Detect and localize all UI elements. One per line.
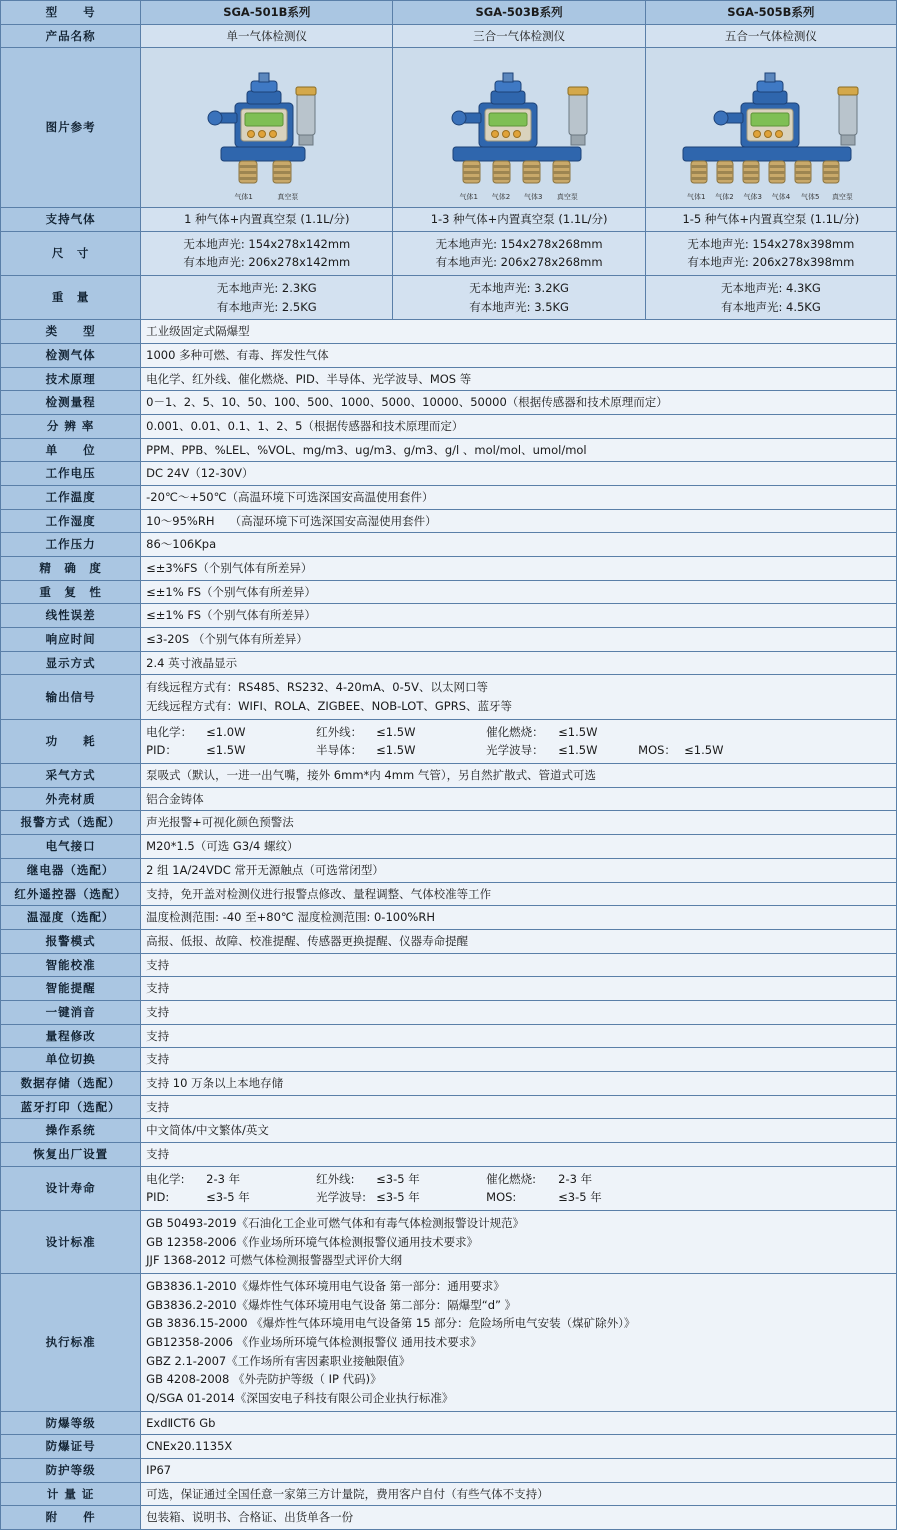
life-value-ir: ≤3-5 年	[376, 1171, 420, 1186]
table-row-output	[1, 675, 897, 719]
accessories-value: 包装箱、说明书、合格证、出货单各一份	[141, 1506, 897, 1530]
factory-reset-value: 支持	[141, 1142, 897, 1166]
row-label-product-name: 产品名称	[1, 24, 141, 48]
row-label-ex-level: 防爆等级	[1, 1411, 141, 1435]
power-value	[141, 719, 897, 763]
row-label-support-gas: 支持气体	[1, 208, 141, 232]
row-label-ir-remote-optional: 红外遥控器（选配）	[1, 882, 141, 906]
weight-no-alarm: 无本地声光: 2.3KG	[216, 281, 317, 296]
table-row-temp-humidity-optional	[1, 906, 897, 930]
sensor-label: 真空泵	[831, 193, 853, 202]
row-label-one-key-mute: 一键消音	[1, 1000, 141, 1024]
power-line-1	[146, 723, 891, 742]
table-row-voltage	[1, 462, 897, 486]
design-standard-value	[141, 1210, 897, 1273]
table-row-alarm-mode-optional	[1, 811, 897, 835]
life-value-echem: 2-3 年	[206, 1171, 241, 1186]
table-row-metrology-cert	[1, 1482, 897, 1506]
table-row-support-gas	[1, 208, 897, 232]
row-label-linearity: 线性误差	[1, 604, 141, 628]
row-label-alarm-mode-optional: 报警方式（选配）	[1, 811, 141, 835]
model-501b: SGA-501B系列	[141, 1, 393, 25]
table-row-ex-cert	[1, 1435, 897, 1459]
table-row-response	[1, 628, 897, 652]
life-label-pid: PID:	[146, 1190, 170, 1205]
smart-remind-value: 支持	[141, 977, 897, 1001]
exec-standard-item: GBZ 2.1-2007《工作场所有害因素职业接触限值》	[146, 1353, 411, 1368]
power-line-2	[146, 741, 891, 760]
row-label-display: 显示方式	[1, 651, 141, 675]
life-value-optical: ≤3-5 年	[376, 1190, 420, 1205]
power-value-optical: ≤1.5W	[558, 743, 598, 758]
electrical-interface-value: M20*1.5（可选 G3/4 螺纹）	[141, 835, 897, 859]
relay-optional-value: 2 组 1A/24VDC 常开无源触点（可选常闭型）	[141, 858, 897, 882]
table-row-bluetooth-print-optional	[1, 1095, 897, 1119]
device-svg-3	[419, 51, 619, 191]
exec-standard-item: Q/SGA 01-2014《深国安电子科技有限公司企业执行标准》	[146, 1390, 454, 1405]
row-label-tech-principle: 技术原理	[1, 367, 141, 391]
power-label-catalytic: 催化燃烧：	[486, 724, 544, 739]
ex-cert-value: CNEx20.1135X	[141, 1435, 897, 1459]
size-no-alarm: 无本地声光: 154x278x268mm	[435, 236, 603, 251]
size-with-alarm: 有本地声光: 206x278x142mm	[183, 255, 351, 270]
table-row-work-pressure	[1, 533, 897, 557]
life-label-catalytic: 催化燃烧:	[486, 1171, 537, 1186]
table-row-range-modify	[1, 1024, 897, 1048]
table-row-type	[1, 320, 897, 344]
ip-level-value: IP67	[141, 1458, 897, 1482]
type-value: 工业级固定式隔爆型	[141, 320, 897, 344]
table-row-display	[1, 651, 897, 675]
device-illustration-5-gas	[653, 51, 889, 202]
ex-level-value: ExdⅡCT6 Gb	[141, 1411, 897, 1435]
table-row-ir-remote-optional	[1, 882, 897, 906]
design-standard-item: GB 12358-2006《作业场所环境气体检测报警仪通用技术要求》	[146, 1234, 479, 1249]
row-label-resolution: 分 辨 率	[1, 415, 141, 439]
sensor-label: 气体1	[687, 193, 706, 202]
design-standard-item: GB 50493-2019《石油化工企业可燃气体和有毒气体检测报警设计规范》	[146, 1215, 525, 1230]
output-wired: 有线远程方式有：RS485、RS232、4-20mA、0-5V、以太网口等	[146, 680, 488, 695]
row-label-accessories: 附 件	[1, 1506, 141, 1530]
size-with-alarm: 有本地声光: 206x278x268mm	[435, 255, 603, 270]
row-label-weight: 重 量	[1, 276, 141, 320]
smart-calibration-value: 支持	[141, 953, 897, 977]
life-value-catalytic: 2-3 年	[558, 1171, 593, 1186]
design-standard-item: JJF 1368-2012 可燃气体检测报警器型式评价大纲	[146, 1253, 403, 1268]
power-value-semiconductor: ≤1.5W	[376, 743, 416, 758]
unit-value: PPM、PPB、%LEL、%VOL、mg/m3、ug/m3、g/m3、g/l 、mol/mol、umol/mol	[141, 438, 897, 462]
row-label-image-reference: 图片参考	[1, 48, 141, 208]
power-label-mos: MOS：	[638, 743, 676, 758]
weight-503b	[393, 276, 645, 320]
exec-standard-item: GB12358-2006 《作业场所环境气体检测报警仪 通用技术要求》	[146, 1334, 482, 1349]
table-row-product-name	[1, 24, 897, 48]
row-label-response: 响应时间	[1, 628, 141, 652]
weight-with-alarm: 有本地声光: 3.5KG	[469, 299, 569, 314]
row-label-power: 功 耗	[1, 719, 141, 763]
sensor-label-group-3	[419, 192, 619, 202]
table-row-repeatability	[1, 580, 897, 604]
weight-with-alarm: 有本地声光: 2.5KG	[216, 299, 317, 314]
one-key-mute-value: 支持	[141, 1000, 897, 1024]
table-row-exec-standard	[1, 1273, 897, 1411]
range-modify-value: 支持	[141, 1024, 897, 1048]
row-label-data-storage-optional: 数据存储（选配）	[1, 1071, 141, 1095]
row-label-size: 尺 寸	[1, 231, 141, 275]
size-no-alarm: 无本地声光: 154x278x142mm	[183, 236, 351, 251]
table-row-weight	[1, 276, 897, 320]
product-image-505b	[645, 48, 896, 208]
life-label-mos: MOS:	[486, 1190, 517, 1205]
response-value: ≤3-20S （个别气体有所差异）	[141, 628, 897, 652]
table-row-accessories	[1, 1506, 897, 1530]
device-svg-1	[187, 51, 347, 191]
design-life-line-2	[146, 1188, 891, 1207]
linearity-value: ≤±1% FS（个别气体有所差异）	[141, 604, 897, 628]
size-no-alarm: 无本地声光: 154x278x398mm	[687, 236, 855, 251]
device-svg-5	[653, 51, 889, 191]
table-row-ip-level	[1, 1458, 897, 1482]
row-label-range-modify: 量程修改	[1, 1024, 141, 1048]
device-illustration-1-gas	[187, 51, 347, 202]
row-label-shell: 外壳材质	[1, 787, 141, 811]
detect-gas-value: 1000 多种可燃、有毒、挥发性气体	[141, 344, 897, 368]
power-label-echem: 电化学：	[146, 724, 193, 739]
product-name-503b: 三合一气体检测仪	[393, 24, 645, 48]
row-label-voltage: 工作电压	[1, 462, 141, 486]
row-label-bluetooth-print-optional: 蓝牙打印（选配）	[1, 1095, 141, 1119]
ir-remote-optional-value: 支持，免开盖对检测仪进行报警点修改、量程调整、气体校准等工作	[141, 882, 897, 906]
table-row-smart-calibration	[1, 953, 897, 977]
life-label-ir: 红外线:	[316, 1171, 355, 1186]
table-row-sampling	[1, 764, 897, 788]
sensor-label: 气体3	[743, 193, 762, 202]
sensor-label: 气体2	[715, 193, 734, 202]
sensor-label: 气体5	[800, 193, 820, 202]
table-row-unit	[1, 438, 897, 462]
power-label-semiconductor: 半导体：	[316, 743, 363, 758]
exec-standard-item: GB 3836.15-2000 《爆炸性气体环境用电气设备第 15 部分：危险场所电气安装（煤矿除外）》	[146, 1316, 636, 1331]
table-row-electrical-interface	[1, 835, 897, 859]
power-value-pid: ≤1.5W	[206, 743, 246, 758]
row-label-detect-gas: 检测气体	[1, 344, 141, 368]
table-row-os	[1, 1119, 897, 1143]
row-label-metrology-cert: 计 量 证	[1, 1482, 141, 1506]
power-value-catalytic: ≤1.5W	[558, 724, 598, 739]
row-label-electrical-interface: 电气接口	[1, 835, 141, 859]
size-503b	[393, 231, 645, 275]
sensor-label: 气体4	[771, 193, 791, 202]
output-value	[141, 675, 897, 719]
support-gas-503b: 1-3 种气体+内置真空泵 (1.1L/分)	[393, 208, 645, 232]
row-label-os: 操作系统	[1, 1119, 141, 1143]
sensor-label-group-1	[187, 192, 347, 202]
power-label-optical: 光学波导：	[486, 743, 544, 758]
life-label-echem: 电化学:	[146, 1171, 185, 1186]
row-label-model: 型 号	[1, 1, 141, 25]
table-row-shell	[1, 787, 897, 811]
table-row-linearity	[1, 604, 897, 628]
sensor-label: 气体2	[491, 193, 511, 202]
power-label-ir: 红外线：	[316, 724, 363, 739]
voltage-value: DC 24V（12-30V）	[141, 462, 897, 486]
table-row-unit-switch	[1, 1048, 897, 1072]
size-505b	[645, 231, 896, 275]
row-label-unit-switch: 单位切换	[1, 1048, 141, 1072]
row-label-design-life: 设计寿命	[1, 1166, 141, 1210]
sampling-value: 泵吸式（默认，一进一出气嘴，接外 6mm*内 4mm 气管），另自然扩散式、管道式可选	[141, 764, 897, 788]
power-label-pid: PID：	[146, 743, 177, 758]
model-503b: SGA-503B系列	[393, 1, 645, 25]
table-row-tech-principle	[1, 367, 897, 391]
life-label-optical: 光学波导:	[316, 1190, 367, 1205]
exec-standard-item: GB 4208-2008 《外壳防护等级（ IP 代码)》	[146, 1372, 382, 1387]
alarm-mode-optional-value: 声光报警+可视化颜色预警法	[141, 811, 897, 835]
exec-standard-value	[141, 1273, 897, 1411]
range-value: 0－1、2、5、10、50、100、500、1000、5000、10000、50000（根据传感器和技术原理而定）	[141, 391, 897, 415]
alarm-mode-value: 高报、低报、故障、校准提醒、传感器更换提醒、仪器寿命提醒	[141, 929, 897, 953]
sensor-label: 气体3	[523, 193, 543, 202]
design-life-value	[141, 1166, 897, 1210]
table-row-detect-gas	[1, 344, 897, 368]
table-row-smart-remind	[1, 977, 897, 1001]
row-label-work-temp: 工作温度	[1, 486, 141, 510]
table-row-size	[1, 231, 897, 275]
sensor-label: 气体1	[459, 193, 478, 202]
life-value-pid: ≤3-5 年	[206, 1190, 250, 1205]
row-label-work-pressure: 工作压力	[1, 533, 141, 557]
size-with-alarm: 有本地声光: 206x278x398mm	[687, 255, 855, 270]
row-label-sampling: 采气方式	[1, 764, 141, 788]
exec-standard-item: GB3836.1-2010《爆炸性气体环境用电气设备 第一部分：通用要求》	[146, 1278, 505, 1293]
table-row-factory-reset	[1, 1142, 897, 1166]
row-label-type: 类 型	[1, 320, 141, 344]
sensor-label: 气体1	[234, 193, 253, 202]
sensor-label: 真空泵	[556, 193, 578, 202]
row-label-smart-calibration: 智能校准	[1, 953, 141, 977]
table-row-accuracy	[1, 557, 897, 581]
row-label-range: 检测量程	[1, 391, 141, 415]
row-label-ip-level: 防护等级	[1, 1458, 141, 1482]
shell-value: 铝合金铸体	[141, 787, 897, 811]
temp-humidity-optional-value: 温度检测范围: -40 至+80℃ 湿度检测范围: 0-100%RH	[141, 906, 897, 930]
table-row-design-standard	[1, 1210, 897, 1273]
repeatability-value: ≤±1% FS（个别气体有所差异）	[141, 580, 897, 604]
table-row-relay-optional	[1, 858, 897, 882]
row-label-output: 输出信号	[1, 675, 141, 719]
table-row-data-storage-optional	[1, 1071, 897, 1095]
resolution-value: 0.001、0.01、0.1、1、2、5（根据传感器和技术原理而定）	[141, 415, 897, 439]
sensor-label-group-5	[653, 192, 889, 202]
os-value: 中文简体/中文繁体/英文	[141, 1119, 897, 1143]
device-illustration-3-gas	[419, 51, 619, 202]
table-row-image-reference	[1, 48, 897, 208]
table-row-model	[1, 1, 897, 25]
display-value: 2.4 英寸液晶显示	[141, 651, 897, 675]
data-storage-optional-value: 支持 10 万条以上本地存储	[141, 1071, 897, 1095]
row-label-relay-optional: 继电器（选配）	[1, 858, 141, 882]
work-humidity-value: 10～95%RH （高湿环境下可选深国安高湿使用套件）	[141, 509, 897, 533]
support-gas-505b: 1-5 种气体+内置真空泵 (1.1L/分)	[645, 208, 896, 232]
table-row-resolution	[1, 415, 897, 439]
row-label-alarm-mode: 报警模式	[1, 929, 141, 953]
metrology-cert-value: 可选，保证通过全国任意一家第三方计量院，费用客户自付（有些气体不支持）	[141, 1482, 897, 1506]
table-row-one-key-mute	[1, 1000, 897, 1024]
tech-principle-value: 电化学、红外线、催化燃烧、PID、半导体、光学波导、MOS 等	[141, 367, 897, 391]
row-label-unit: 单 位	[1, 438, 141, 462]
table-row-design-life	[1, 1166, 897, 1210]
weight-with-alarm: 有本地声光: 4.5KG	[720, 299, 821, 314]
product-name-505b: 五合一气体检测仪	[645, 24, 896, 48]
product-image-501b	[141, 48, 393, 208]
weight-no-alarm: 无本地声光: 4.3KG	[720, 281, 821, 296]
product-image-503b	[393, 48, 645, 208]
bluetooth-print-optional-value: 支持	[141, 1095, 897, 1119]
weight-505b	[645, 276, 896, 320]
row-label-exec-standard: 执行标准	[1, 1273, 141, 1411]
row-label-repeatability: 重 复 性	[1, 580, 141, 604]
row-label-factory-reset: 恢复出厂设置	[1, 1142, 141, 1166]
accuracy-value: ≤±3%FS（个别气体有所差异）	[141, 557, 897, 581]
model-505b: SGA-505B系列	[645, 1, 896, 25]
table-row-work-humidity	[1, 509, 897, 533]
table-row-alarm-mode	[1, 929, 897, 953]
power-value-echem: ≤1.0W	[206, 724, 246, 739]
row-label-work-humidity: 工作湿度	[1, 509, 141, 533]
power-value-mos: ≤1.5W	[684, 743, 724, 758]
output-wireless: 无线远程方式有：WIFI、ROLA、ZIGBEE、NOB-LOT、GPRS、蓝牙等	[146, 699, 513, 714]
work-temp-value: -20℃～+50℃（高温环境下可选深国安高温使用套件）	[141, 486, 897, 510]
row-label-smart-remind: 智能提醒	[1, 977, 141, 1001]
size-501b	[141, 231, 393, 275]
life-value-mos: ≤3-5 年	[558, 1190, 602, 1205]
product-name-501b: 单一气体检测仪	[141, 24, 393, 48]
row-label-design-standard: 设计标准	[1, 1210, 141, 1273]
power-value-ir: ≤1.5W	[376, 724, 416, 739]
weight-501b	[141, 276, 393, 320]
sensor-label: 真空泵	[277, 193, 299, 202]
design-life-line-1	[146, 1170, 891, 1189]
table-row-power	[1, 719, 897, 763]
weight-no-alarm: 无本地声光: 3.2KG	[469, 281, 569, 296]
unit-switch-value: 支持	[141, 1048, 897, 1072]
row-label-ex-cert: 防爆证号	[1, 1435, 141, 1459]
row-label-accuracy: 精 确 度	[1, 557, 141, 581]
exec-standard-item: GB3836.2-2010《爆炸性气体环境用电气设备 第二部分：隔爆型“d” 》	[146, 1297, 517, 1312]
table-row-work-temp	[1, 486, 897, 510]
row-label-temp-humidity-optional: 温湿度（选配）	[1, 906, 141, 930]
table-row-ex-level	[1, 1411, 897, 1435]
work-pressure-value: 86～106Kpa	[141, 533, 897, 557]
support-gas-501b: 1 种气体+内置真空泵 (1.1L/分)	[141, 208, 393, 232]
table-row-range	[1, 391, 897, 415]
